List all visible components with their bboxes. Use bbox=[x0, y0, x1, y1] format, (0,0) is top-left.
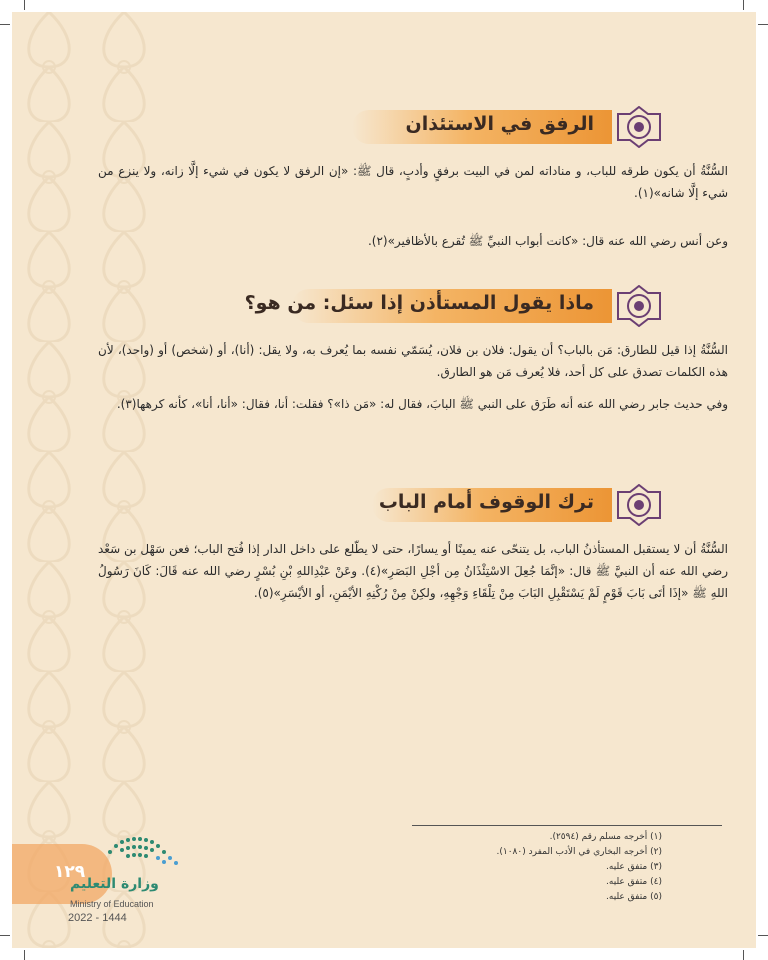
crop-mark bbox=[0, 24, 10, 25]
crop-mark bbox=[24, 0, 25, 10]
footnote: (١) أخرجه مسلم رقم (٢٥٩٤). bbox=[549, 832, 662, 842]
footnote: (٣) متفق عليه. bbox=[606, 862, 662, 872]
paragraph: السُّنَّةُ أن يكون طرقه للباب، و مناداته لمن في البيت برفقٍ وأدبٍ، قال ﷺ: «إن الرفق لا يكون في شيء إلَّا زانه، ولا ينزع من شيء إلَّا شانه»(١). bbox=[98, 164, 728, 200]
crop-mark bbox=[743, 950, 744, 960]
ministry-name-english: Ministry of Education bbox=[70, 899, 154, 909]
arabesque-pattern bbox=[12, 12, 162, 948]
paragraph: وعن أنس رضي الله عنه قال: «كانت أبواب النبيِّ ﷺ تُقرع بالأظافير»(٢). bbox=[367, 234, 728, 248]
crop-mark bbox=[743, 0, 744, 10]
paragraph: السُّنَّةُ أن لا يستقبل المستأذنُ الباب، بل يتنحّى عنه يمينًا أو يسارًا، حتى لا يطّلع على داخل الدار إذا فُتح الباب؛ فعن سَهْل بن سَعْد رضي الله عنه أن النبيَّ ﷺ قال: «إنَّمَا جُعِلَ الاسْتِئْذَانُ مِن أجْلِ البَصَرِ»(٤). وعَنْ عَبْدِاللهِ بْنِ بُسْرٍ رضي الله عنه قَالَ: كَانَ رَسُولُ اللهِ ﷺ «إذَا أتَى بَابَ قَوْمٍ لَمْ يَسْتَقْبِلِ البَابَ مِنْ تِلْقَاءِ وَجْهِهِ، ولكِنْ مِنْ رُكْنِهِ الأيْمَنِ، أو الأيْسَرِ»(٥). bbox=[98, 542, 728, 600]
crop-mark bbox=[758, 24, 768, 25]
section-header-2 bbox=[244, 285, 672, 325]
edition-year: 2022 - 1444 bbox=[68, 912, 127, 924]
ornament-medallion-icon bbox=[614, 484, 664, 526]
section-title: ماذا يقول المستأذن إذا سئل: من هو؟ bbox=[244, 292, 594, 314]
crop-mark bbox=[0, 935, 10, 936]
section-header-1 bbox=[352, 106, 672, 146]
crop-mark bbox=[758, 935, 768, 936]
ministry-name-arabic: وزارة التعليم bbox=[70, 876, 159, 892]
footnote: (٤) متفق عليه. bbox=[606, 877, 662, 887]
paragraph: وفي حديث جابر رضي الله عنه أنه طَرَق على النبي ﷺ البابَ، فقال له: «مَن ذا»؟ فقلت: أنا، فقال: «أنا، أنا»، كأنه كرهها(٣). bbox=[116, 397, 728, 411]
paragraph: السُّنَّةُ إذا قيل للطارق: مَن بالباب؟ أن يقول: فلان بن فلان، يُسَمّي نفسه بما يُعرف به، ولا يقل: (أنا)، أو (شخص) أو (واحد)، لأن هذه الكلمات تصدق على كل أحد، فلا يُعرف مَن هو الطارق. bbox=[98, 343, 728, 379]
section-title: الرفق في الاستئذان bbox=[405, 113, 594, 135]
section-title: ترك الوقوف أمام الباب bbox=[378, 491, 594, 513]
ministry-logo-icon bbox=[104, 830, 186, 874]
footnotes bbox=[412, 830, 662, 905]
footnote-divider bbox=[412, 825, 722, 826]
section-header-3 bbox=[372, 484, 672, 524]
textbook-page bbox=[12, 12, 756, 948]
ornament-medallion-icon bbox=[614, 285, 664, 327]
page-number: ١٢٩ bbox=[54, 862, 86, 882]
footnote: (٥) متفق عليه. bbox=[606, 892, 662, 902]
ornament-medallion-icon bbox=[614, 106, 664, 148]
crop-mark bbox=[24, 950, 25, 960]
footnote: (٢) أخرجه البخاري في الأدب المفرد (١٠٨٠). bbox=[496, 847, 662, 857]
